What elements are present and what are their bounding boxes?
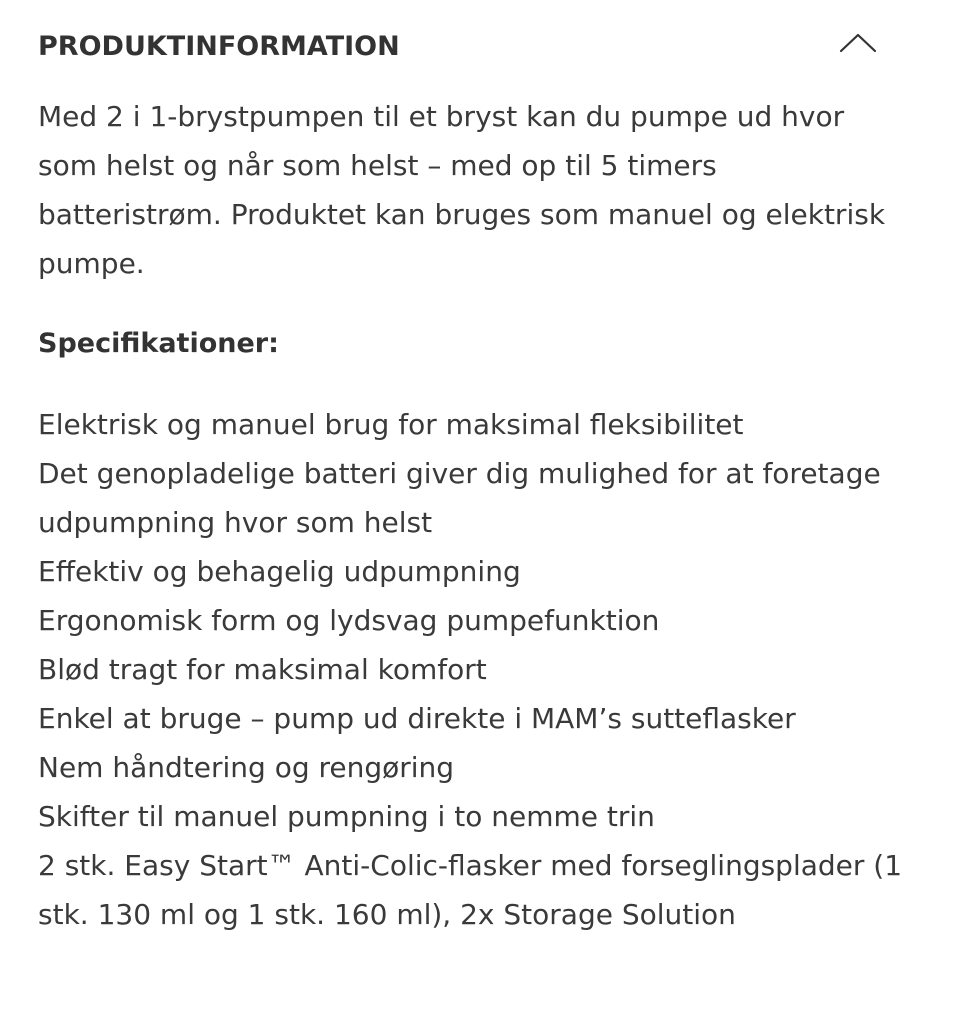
chevron-up-icon[interactable] [838,30,878,54]
product-description: Med 2 i 1-brystpumpen til et bryst kan du pumpe ud hvor som helst og når som helst – med op til 5 timers batteristrøm. Produktet kan bruges som manuel og elektrisk pumpe. [38,100,886,280]
spec-item: Nem håndtering og rengøring [38,751,455,784]
accordion-header[interactable] [38,0,922,92]
spec-item: Blød tragt for maksimal komfort [38,653,487,686]
section-title: PRODUKTINFORMATION [38,30,400,62]
spec-item: Elektrisk og manuel brug for maksimal fleksibilitet [38,408,744,441]
specifications-list [38,400,918,939]
spec-item: Skifter til manuel pumpning i to nemme trin [38,800,655,833]
spec-item: 2 stk. Easy Start™ Anti-Colic-flasker med forseglingsplader (1 stk. 130 ml og 1 stk. 160 ml), 2x Storage Solution [38,849,903,931]
spec-item: Ergonomisk form og lydsvag pumpefunktion [38,604,660,637]
spec-item: Det genopladelige batteri giver dig mulighed for at foretage udpumpning hvor som helst [38,457,881,539]
spec-item: Effektiv og behagelig udpumpning [38,555,521,588]
spec-item: Enkel at bruge – pump ud direkte i MAM’s sutteflasker [38,702,796,735]
specifications-heading: Specifikationer: [38,328,279,359]
